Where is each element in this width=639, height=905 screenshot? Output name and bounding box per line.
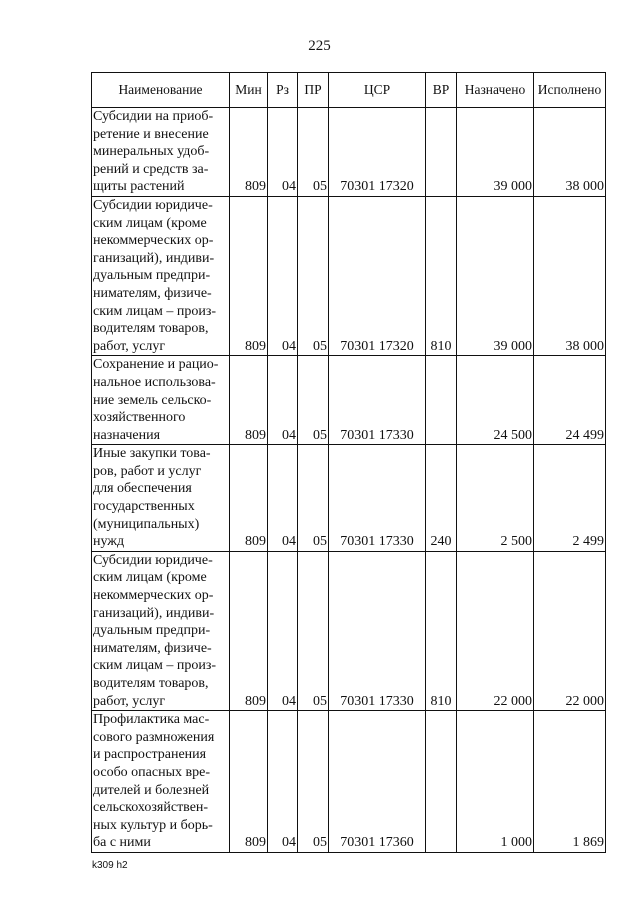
table-row: [92, 196, 606, 355]
header-rz: Рз: [268, 73, 298, 108]
row-rz: 04: [268, 356, 298, 445]
row-csr: 70301 17330: [329, 551, 426, 710]
row-executed: 38 000: [534, 196, 606, 355]
row-executed: 2 499: [534, 445, 606, 552]
row-min: 809: [230, 196, 268, 355]
row-executed: 22 000: [534, 551, 606, 710]
row-csr: 70301 17320: [329, 108, 426, 197]
row-vr: [426, 711, 457, 853]
row-pr: 05: [298, 108, 329, 197]
row-executed: 1 869: [534, 711, 606, 853]
footer-code: k309 h2: [92, 860, 128, 871]
budget-table: [91, 72, 606, 853]
row-executed: 24 499: [534, 356, 606, 445]
table-row: [92, 711, 606, 853]
row-pr: 05: [298, 356, 329, 445]
row-csr: 70301 17320: [329, 196, 426, 355]
header-vr: ВР: [426, 73, 457, 108]
row-pr: 05: [298, 711, 329, 853]
row-vr: 810: [426, 196, 457, 355]
header-min: Мин: [230, 73, 268, 108]
row-assigned: 1 000: [457, 711, 534, 853]
table-row: [92, 445, 606, 552]
header-csr: ЦСР: [329, 73, 426, 108]
table-row: [92, 551, 606, 710]
page-number: 225: [308, 38, 331, 54]
row-rz: 04: [268, 711, 298, 853]
header-executed: Исполнено: [534, 73, 606, 108]
row-executed: 38 000: [534, 108, 606, 197]
row-assigned: 2 500: [457, 445, 534, 552]
row-min: 809: [230, 445, 268, 552]
row-assigned: 24 500: [457, 356, 534, 445]
row-rz: 04: [268, 551, 298, 710]
row-name: Профилактика мас- сового размножения и распространения особо опасных вре- дителей и болезней сельскохозяйствен- ных культур и борь- ба с ними: [92, 711, 230, 853]
row-pr: 05: [298, 196, 329, 355]
row-assigned: 39 000: [457, 196, 534, 355]
table-header: [92, 73, 606, 108]
row-assigned: 39 000: [457, 108, 534, 197]
table-row: [92, 356, 606, 445]
row-rz: 04: [268, 196, 298, 355]
table-row: [92, 108, 606, 197]
row-name: Субсидии на приоб- ретение и внесение минеральных удоб- рений и средств за- щиты растений: [92, 108, 230, 197]
row-min: 809: [230, 108, 268, 197]
row-rz: 04: [268, 108, 298, 197]
row-vr: [426, 356, 457, 445]
row-name: Иные закупки това- ров, работ и услуг для обеспечения государственных (муниципальных) нужд: [92, 445, 230, 552]
row-rz: 04: [268, 445, 298, 552]
row-pr: 05: [298, 551, 329, 710]
row-name: Субсидии юридиче- ским лицам (кроме некоммерческих ор- ганизаций), индиви- дуальным предпри- нимателям, физиче- ским лицам – произ- водителям товаров, работ, услуг: [92, 551, 230, 710]
row-csr: 70301 17330: [329, 445, 426, 552]
row-vr: 810: [426, 551, 457, 710]
table-body: [92, 108, 606, 853]
row-min: 809: [230, 356, 268, 445]
row-min: 809: [230, 551, 268, 710]
row-min: 809: [230, 711, 268, 853]
header-pr: ПР: [298, 73, 329, 108]
header-row: [92, 73, 606, 108]
header-name: Наименование: [92, 73, 230, 108]
row-vr: [426, 108, 457, 197]
row-pr: 05: [298, 445, 329, 552]
row-name: Субсидии юридиче- ским лицам (кроме некоммерческих ор- ганизаций), индиви- дуальным предпри- нимателям, физиче- ским лицам – произ- водителям товаров, работ, услуг: [92, 196, 230, 355]
row-csr: 70301 17330: [329, 356, 426, 445]
row-name: Сохранение и рацио- нальное использова- ние земель сельско- хозяйственного назначения: [92, 356, 230, 445]
header-assigned: Назначено: [457, 73, 534, 108]
row-vr: 240: [426, 445, 457, 552]
row-assigned: 22 000: [457, 551, 534, 710]
row-csr: 70301 17360: [329, 711, 426, 853]
